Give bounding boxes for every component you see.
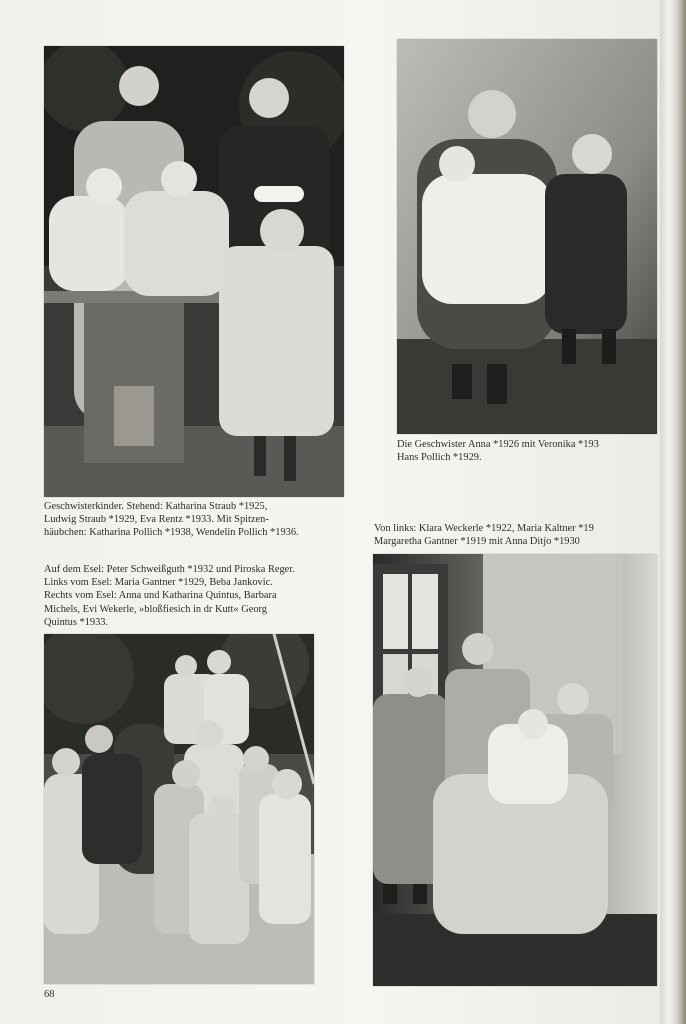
- photo-children-donkey: [44, 634, 314, 984]
- photo-von-links-image: [373, 554, 657, 986]
- photo-children-donkey-image: [44, 634, 314, 984]
- photo-geschwister-anna-image: [397, 39, 657, 434]
- caption-middle-left: Auf dem Esel: Peter Schweißguth *1932 und Piroska Reger. Links vom Esel: Maria Gantner *1929, Beba Jankovic. Rechts vom Esel: Anna und Katharina Quintus, Barbara Michels, Evi Wekerle, »bloßfiesich in dr Kutt« Georg Quintus *1933.: [44, 564, 295, 628]
- page-edge: [660, 0, 686, 1024]
- caption-top-left: Geschwisterkinder. Stehend: Katharina Straub *1925, Ludwig Straub *1929, Eva Rentz *1933. Mit Spitzen- häubchen: Katharina Pollich *1938, Wendelin Pollich *1936.: [44, 501, 299, 539]
- caption-top-right: Die Geschwister Anna *1926 mit Veronika *193 Hans Pollich *1929.: [397, 439, 599, 464]
- photo-siblings-standing-image: [44, 46, 344, 497]
- photo-geschwister-anna: [397, 39, 657, 434]
- caption-middle-right: Von links: Klara Weckerle *1922, Maria Kaltner *19 Margaretha Gantner *1919 mit Anna Ditjo *1930: [374, 523, 594, 548]
- photo-siblings-standing: [44, 46, 344, 497]
- photo-von-links: [373, 554, 657, 986]
- page-number: 68: [44, 989, 55, 1000]
